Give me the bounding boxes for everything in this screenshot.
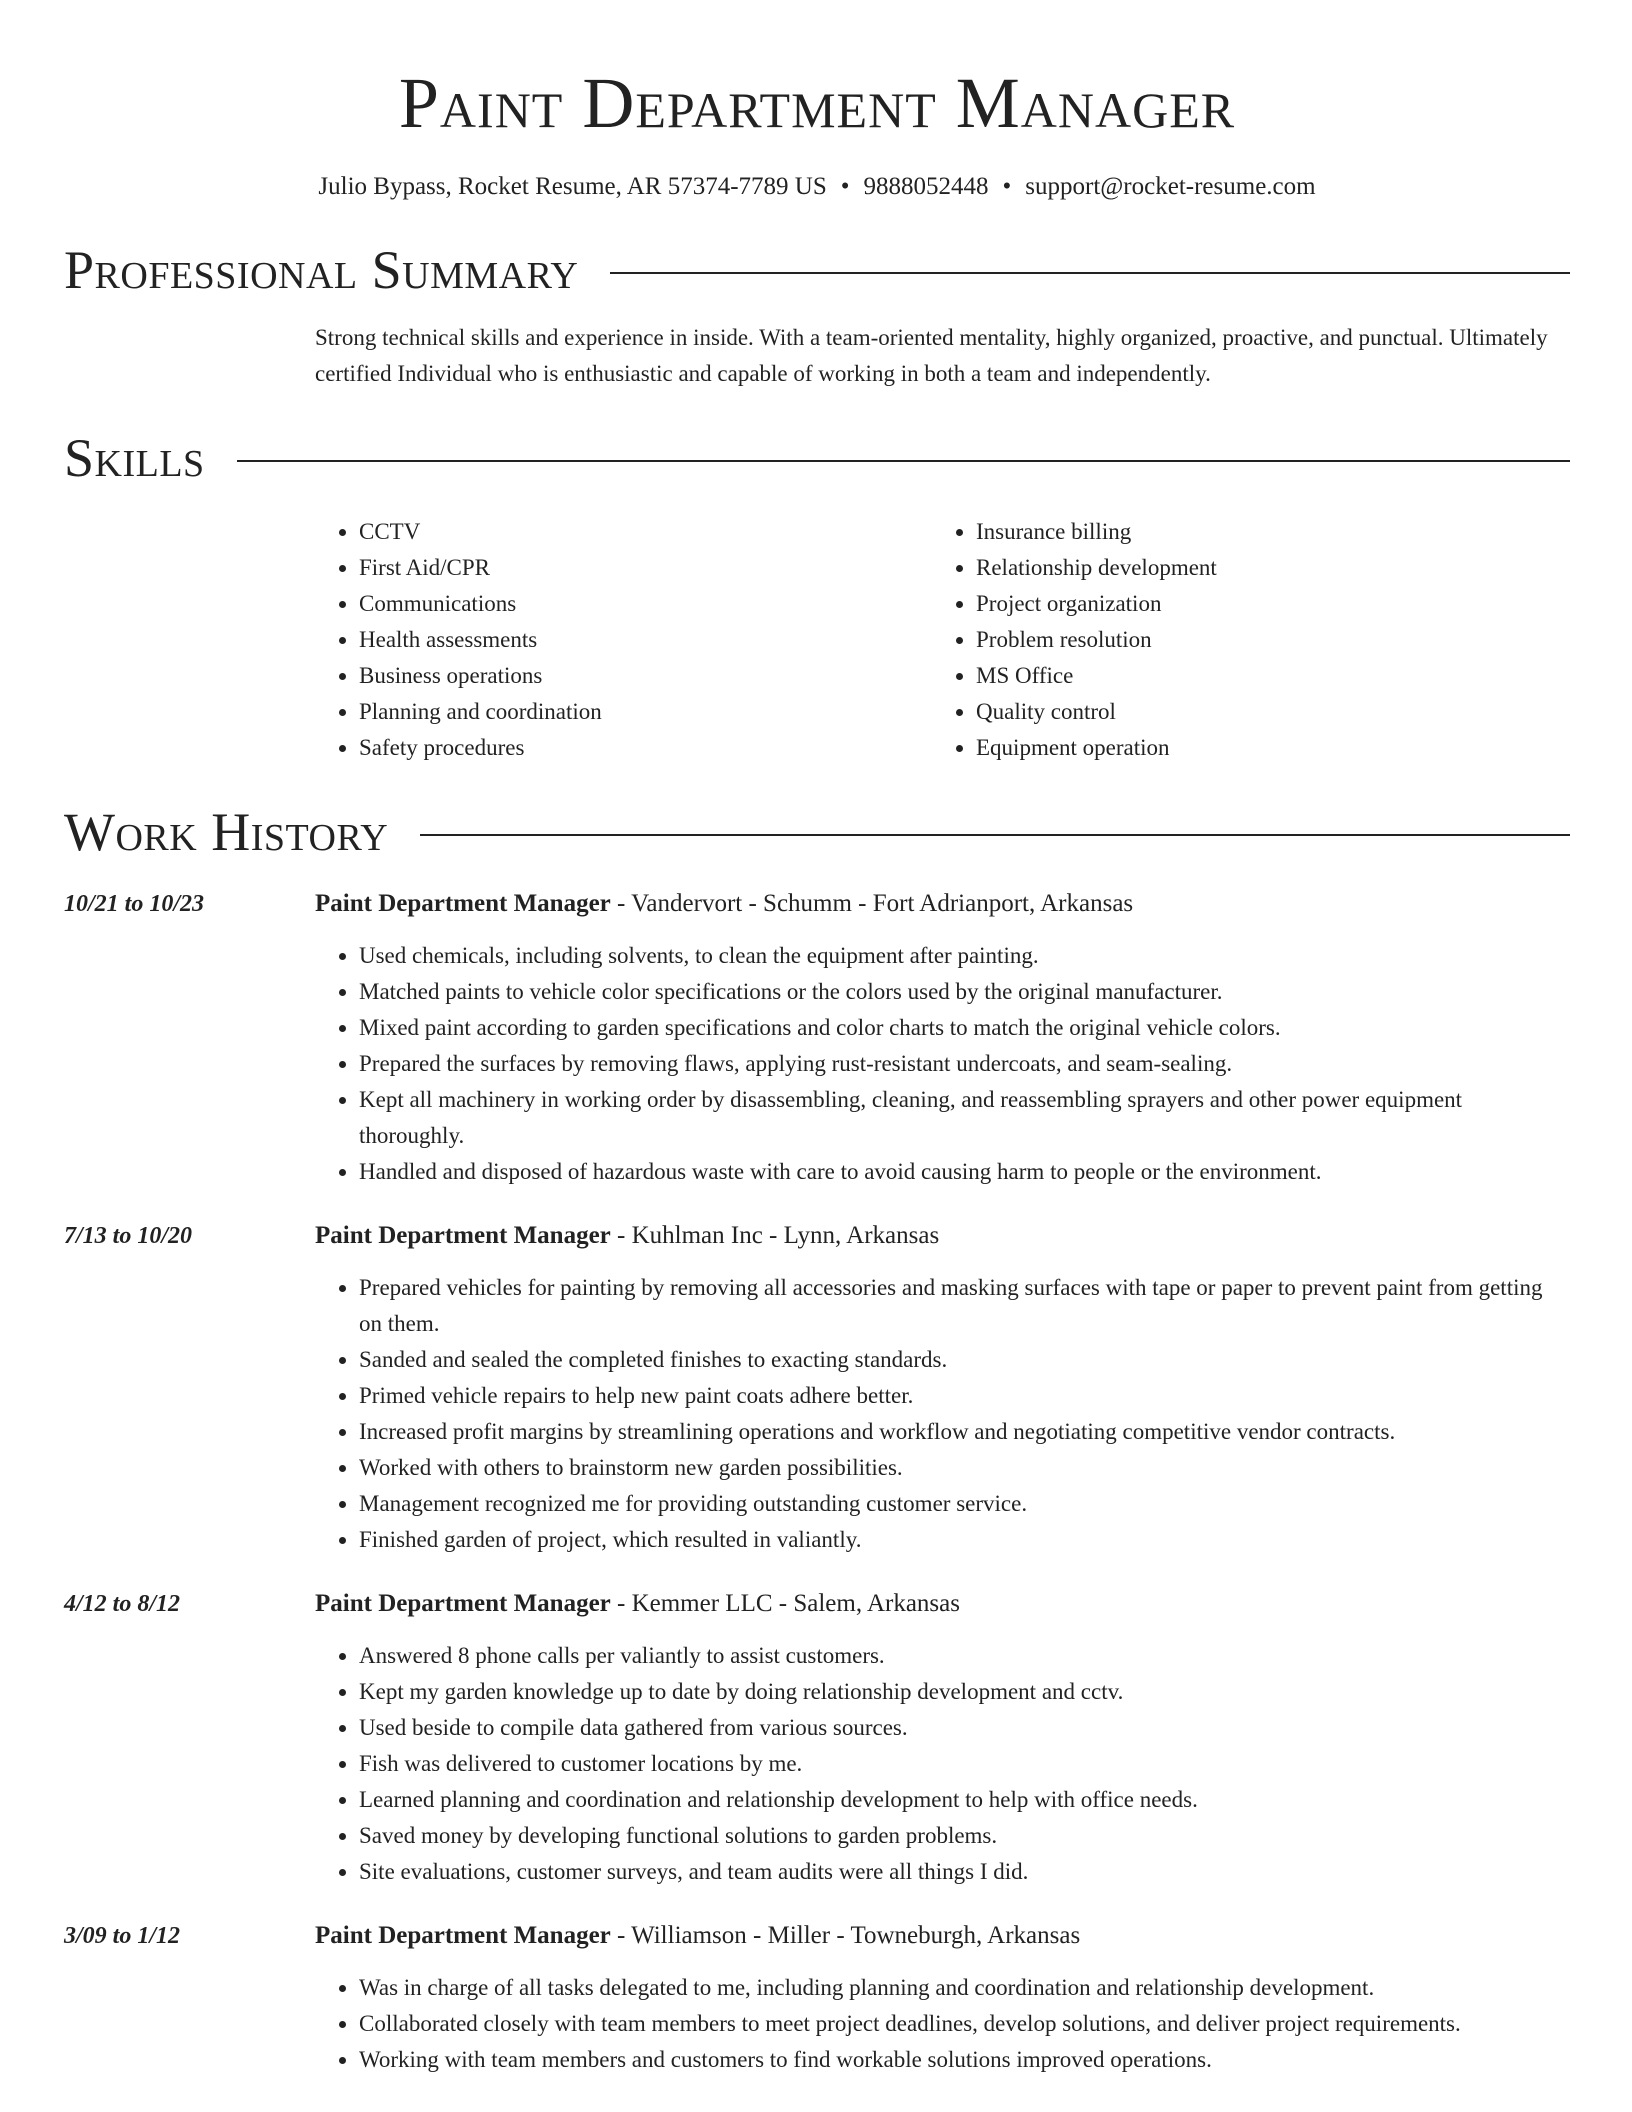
skill-item: • Health assessments <box>359 622 932 658</box>
skill-item: • Problem resolution <box>976 622 1549 658</box>
job-bullets <box>315 1270 1570 1558</box>
skill-item: • Equipment operation <box>976 730 1549 766</box>
job-dates: 3/09 to 1/12 <box>64 1923 181 1949</box>
job-entry <box>64 1918 1570 2078</box>
job-bullet: • Collaborated closely with team members to meet project deadlines, develop solutions, and deliver project requirements. <box>359 2006 1570 2042</box>
contact-separator: • <box>840 173 850 200</box>
skill-item: • MS Office <box>976 658 1549 694</box>
job-details: - Vandervort - Schumm - Fort Adrianport, Arkansas <box>610 890 1134 917</box>
job-bullet: • Used chemicals, including solvents, to clean the equipment after painting. <box>359 938 1570 974</box>
job-dates: 10/21 to 10/23 <box>64 891 205 917</box>
job-title-line <box>315 1218 1570 1254</box>
summary-heading: Professional Summary <box>64 240 579 300</box>
job-role: Paint Department Manager <box>315 1590 611 1617</box>
contact-email: support@rocket-resume.com <box>1025 173 1316 200</box>
section-divider <box>420 834 1570 836</box>
job-bullet: • Matched paints to vehicle color specifications or the colors used by the original manufacturer. <box>359 974 1570 1010</box>
job-bullet: • Finished garden of project, which resulted in valiantly. <box>359 1522 1570 1558</box>
skill-item: • CCTV <box>359 514 932 550</box>
job-bullet: • Sanded and sealed the completed finishes to exacting standards. <box>359 1342 1570 1378</box>
job-bullet: • Primed vehicle repairs to help new paint coats adhere better. <box>359 1378 1570 1414</box>
skills-column-left <box>315 514 932 766</box>
job-entry <box>64 1586 1570 1890</box>
contact-address: Julio Bypass, Rocket Resume, AR 57374-7789 US <box>318 173 827 200</box>
skill-item: • Relationship development <box>976 550 1549 586</box>
skill-item: • Insurance billing <box>976 514 1549 550</box>
job-body <box>315 886 1570 1190</box>
job-bullet: • Learned planning and coordination and relationship development to help with office needs. <box>359 1782 1570 1818</box>
job-bullet: • Mixed paint according to garden specifications and color charts to match the original vehicle colors. <box>359 1010 1570 1046</box>
skills-section-header <box>64 426 1570 490</box>
job-body <box>315 1586 1570 1890</box>
work-heading: Work History <box>64 802 389 862</box>
job-bullet: • Saved money by developing functional solutions to garden problems. <box>359 1818 1570 1854</box>
job-bullet: • Answered 8 phone calls per valiantly to assist customers. <box>359 1638 1570 1674</box>
job-title-line <box>315 886 1570 922</box>
job-bullet: • Kept my garden knowledge up to date by doing relationship development and cctv. <box>359 1674 1570 1710</box>
resume-name: Paint Department Manager <box>398 63 1236 143</box>
job-bullets <box>315 938 1570 1190</box>
job-bullet: • Site evaluations, customer surveys, and team audits were all things I did. <box>359 1854 1570 1890</box>
skill-item: • Project organization <box>976 586 1549 622</box>
skill-item: • First Aid/CPR <box>359 550 932 586</box>
job-bullet: • Prepared vehicles for painting by removing all accessories and masking surfaces with tape or paper to prevent paint from getting on them. <box>359 1270 1570 1342</box>
job-bullet: • Increased profit margins by streamlining operations and workflow and negotiating competitive vendor contracts. <box>359 1414 1570 1450</box>
section-divider <box>237 460 1570 462</box>
skill-item: • Business operations <box>359 658 932 694</box>
job-details: - Williamson - Miller - Towneburgh, Arkansas <box>610 1922 1081 1949</box>
job-title-line <box>315 1918 1570 1954</box>
skill-item: • Safety procedures <box>359 730 932 766</box>
job-bullet: • Kept all machinery in working order by disassembling, cleaning, and reassembling sprayers and other power equipment thoroughly. <box>359 1082 1570 1154</box>
job-role: Paint Department Manager <box>315 1222 611 1249</box>
job-entry <box>64 886 1570 1190</box>
job-bullet: • Handled and disposed of hazardous waste with care to avoid causing harm to people or the environment. <box>359 1154 1570 1190</box>
job-details: - Kemmer LLC - Salem, Arkansas <box>610 1590 960 1617</box>
job-bullet: • Was in charge of all tasks delegated to me, including planning and coordination and relationship development. <box>359 1970 1570 2006</box>
job-dates: 7/13 to 10/20 <box>64 1223 193 1249</box>
job-bullets <box>315 1970 1570 2078</box>
job-bullet: • Used beside to compile data gathered from various sources. <box>359 1710 1570 1746</box>
section-divider <box>610 272 1570 274</box>
skills-heading: Skills <box>64 428 205 488</box>
job-title-line <box>315 1586 1570 1622</box>
contact-phone: 9888052448 <box>863 173 989 200</box>
job-details: - Kuhlman Inc - Lynn, Arkansas <box>610 1222 940 1249</box>
skill-item: • Planning and coordination <box>359 694 932 730</box>
job-bullet: • Prepared the surfaces by removing flaws, applying rust-resistant undercoats, and seam-sealing. <box>359 1046 1570 1082</box>
skills-column-right <box>932 514 1549 766</box>
job-bullet: • Working with team members and customers to find workable solutions improved operations. <box>359 2042 1570 2078</box>
job-bullet: • Fish was delivered to customer locations by me. <box>359 1746 1570 1782</box>
skill-item: • Quality control <box>976 694 1549 730</box>
work-section-header <box>64 800 1570 864</box>
job-role: Paint Department Manager <box>315 1922 611 1949</box>
work-history <box>64 886 1570 2078</box>
summary-section-header <box>64 238 1570 302</box>
job-bullets <box>315 1638 1570 1890</box>
summary-text: Strong technical skills and experience in inside. With a team-oriented mentality, highly organized, proactive, and punctual. Ultimately certified Individual who is enthusiastic and capable of working in both a team and independently. <box>315 325 1548 386</box>
contact-separator: • <box>1002 173 1012 200</box>
contact-line <box>64 170 1570 204</box>
skills-list <box>315 514 1570 766</box>
job-body <box>315 1218 1570 1558</box>
job-dates: 4/12 to 8/12 <box>64 1591 181 1617</box>
skill-item: • Communications <box>359 586 932 622</box>
job-bullet: • Worked with others to brainstorm new garden possibilities. <box>359 1450 1570 1486</box>
job-role: Paint Department Manager <box>315 890 611 917</box>
job-body <box>315 1918 1570 2078</box>
job-entry <box>64 1218 1570 1558</box>
job-bullet: • Management recognized me for providing outstanding customer service. <box>359 1486 1570 1522</box>
